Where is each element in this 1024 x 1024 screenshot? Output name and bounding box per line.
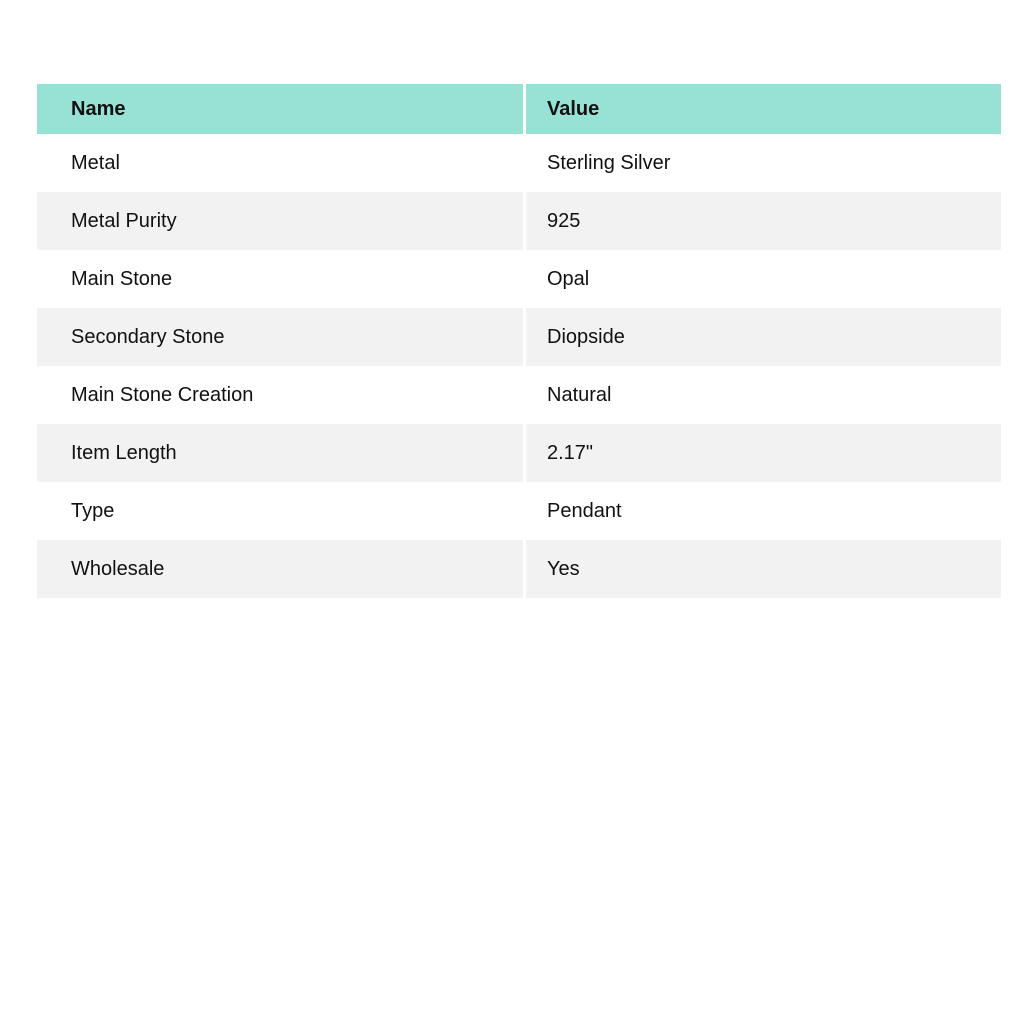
row-value: Pendant [526, 482, 1001, 540]
table-row [37, 424, 1001, 482]
table-row [37, 192, 1001, 250]
row-name: Wholesale [37, 540, 523, 598]
product-spec-table [37, 84, 1001, 598]
table-header-row [37, 84, 1001, 134]
row-value: Diopside [526, 308, 1001, 366]
header-cell-value: Value [526, 84, 1001, 134]
row-name: Metal Purity [37, 192, 523, 250]
row-value: Yes [526, 540, 1001, 598]
row-value: 925 [526, 192, 1001, 250]
row-name: Secondary Stone [37, 308, 523, 366]
row-value: 2.17" [526, 424, 1001, 482]
table-row [37, 250, 1001, 308]
header-cell-name: Name [37, 84, 523, 134]
row-name: Type [37, 482, 523, 540]
table-row [37, 308, 1001, 366]
table-row [37, 540, 1001, 598]
row-name: Main Stone Creation [37, 366, 523, 424]
row-value: Opal [526, 250, 1001, 308]
row-value: Natural [526, 366, 1001, 424]
row-name: Metal [37, 134, 523, 192]
row-name: Main Stone [37, 250, 523, 308]
table-row [37, 366, 1001, 424]
row-value: Sterling Silver [526, 134, 1001, 192]
table-row [37, 134, 1001, 192]
row-name: Item Length [37, 424, 523, 482]
table-row [37, 482, 1001, 540]
